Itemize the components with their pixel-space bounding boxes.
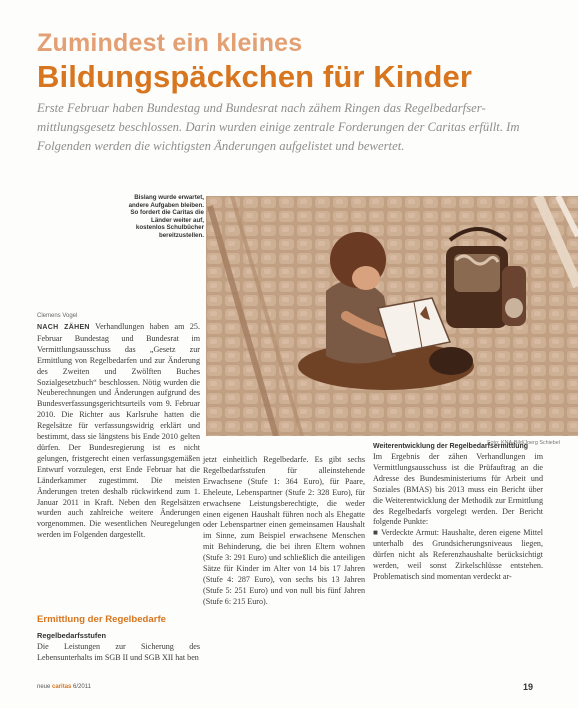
- photo-credit: Foto: KNA-Bild/Joerg Schiebel: [487, 440, 560, 446]
- page-number: 19: [523, 682, 534, 692]
- sub-heading: Regelbedarfsstufen: [37, 631, 106, 640]
- column-3: [373, 442, 543, 583]
- lead-caps: NACH ZÄHEN: [37, 324, 90, 331]
- column-2: [203, 455, 365, 608]
- footer-publication: [37, 684, 91, 690]
- column-2-text: jetzt einheitlich Regelbedarfe. Es gibt sechs Regelbedarfsstufen für alleinstehende Erwachsene (Stufe 1: 364 Euro), für Paare, Eheleute, Lebenspartner (Stufe 2: 328 Euro), für erwachsene Leistungsberechtigte, die weder einen eigenen Haushalt führen noch als Ehegatte oder Lebenspartner einen gemeinsamen Haushalt im Sinne, zum Beispiel erwachsene Menschen mit Behinderung, die bei ihren Eltern wohnen (Stufe 3: 291 Euro) und schließlich die anteiligen Sätze für Kinder im Alter von 14 bis 17 Jahren (Stufe 4: 287 Euro), von sechs bis 13 Jahren (Stufe 5: 251 Euro) und von null bis fünf Jahren (Stufe 6: 215 Euro).: [203, 455, 365, 606]
- column-1b-text: Die Leistungen zur Sicherung des Lebensunterhalts im SGB II und SGB XII hat ben: [37, 642, 200, 662]
- bullet-icon: ■: [373, 528, 379, 538]
- column-1b: [37, 642, 200, 664]
- column-3-text: Im Ergebnis der zähen Verhandlungen im Vermittlungsausschuss ist die Prüfauftrag an die Adresse des Bundesministeriums für Arbeit und Soziales (BMAS) bis 2013 muss ein Bericht über die Weiterentwicklung der Methodik zur Ermittlung des Regelbedarfs vorgelegt werden. Der Bericht folgende Punkte:: [373, 452, 543, 527]
- column-3-bullet-text: Verdeckte Armut: Haushalte, deren eigene Mittel unterhalb des Grundsicherungsniveaus liegen, dürfen nicht als Referenzhaushalte berücksichtigt werden, weil sonst Zirkelschlüsse entstehen. Problematisch sind momentan verdeckt ar-: [373, 528, 544, 581]
- headline: Bildungspäckchen für Kinder: [37, 59, 473, 94]
- kicker: Zumindest ein kleines: [37, 29, 303, 57]
- footer-prefix: neue: [37, 684, 53, 690]
- child-reading-illustration: [206, 196, 578, 436]
- photo-caption: Bislang wurde erwartet, andere Aufgaben bleiben. So fordert die Caritas die Länder weiter auf, kostenlos Schulbücher bereitzustellen.: [128, 194, 204, 239]
- lead-paragraph: Erste Februar haben Bundestag und Bundesrat nach zähem Ringen das Regelbedarfser-mittlungsgesetz beschlossen. Darin wurden einige zentrale Forderungen der Caritas erfüllt. Im Folgenden werden die wichtigsten Änderungen aufgelistet und bewertet.: [37, 101, 520, 153]
- column-3-heading: Weiterentwicklung der Regelbedarfsermittlung: [373, 443, 529, 450]
- column-1: [37, 322, 200, 541]
- column-1-text: Verhandlungen haben am 25. Februar Bundestag und Bundesrat im Vermittlungsausschuss das „Gesetz zur Ermittlung von Regelbedarfen und zur Änderung des Zweiten und Zwölften Buches Sozialgesetzbuch“ beschlossen. Nötig wurden die Neuberechnungen und Änderungen aufgrund des Bundesverfassungsgerichtsurteils vom 9. Februar 2010. Die Richter aus Karlsruhe hatten die Regelsätze für verfassungswidrig erklärt und bestimmt, dass sie längstens bis Ende 2010 gelten dürfen. Der Bundesregierung ist es nicht gelungen, fristgerecht einen verfassungsgemäßen Entwurf vorzulegen, erst Ende Februar hat die Länderkammer zugestimmt. Die meisten Änderungen treten deshalb rückwirkend zum 1. Januar 2011 in Kraft. Neben den Regelsätzen wurden auch zahlreiche weitere Änderungen vorgenommen. Die wesentlichen Neuregelungen werden im Folgenden dargestellt.: [37, 322, 200, 540]
- author-name: Clemens Vogel: [37, 313, 78, 319]
- section-heading: Ermittlung der Regelbedarfe: [37, 614, 167, 625]
- footer-brand: caritas: [52, 684, 72, 690]
- article-photo: [206, 196, 578, 436]
- footer-issue: 6/2011: [71, 684, 91, 690]
